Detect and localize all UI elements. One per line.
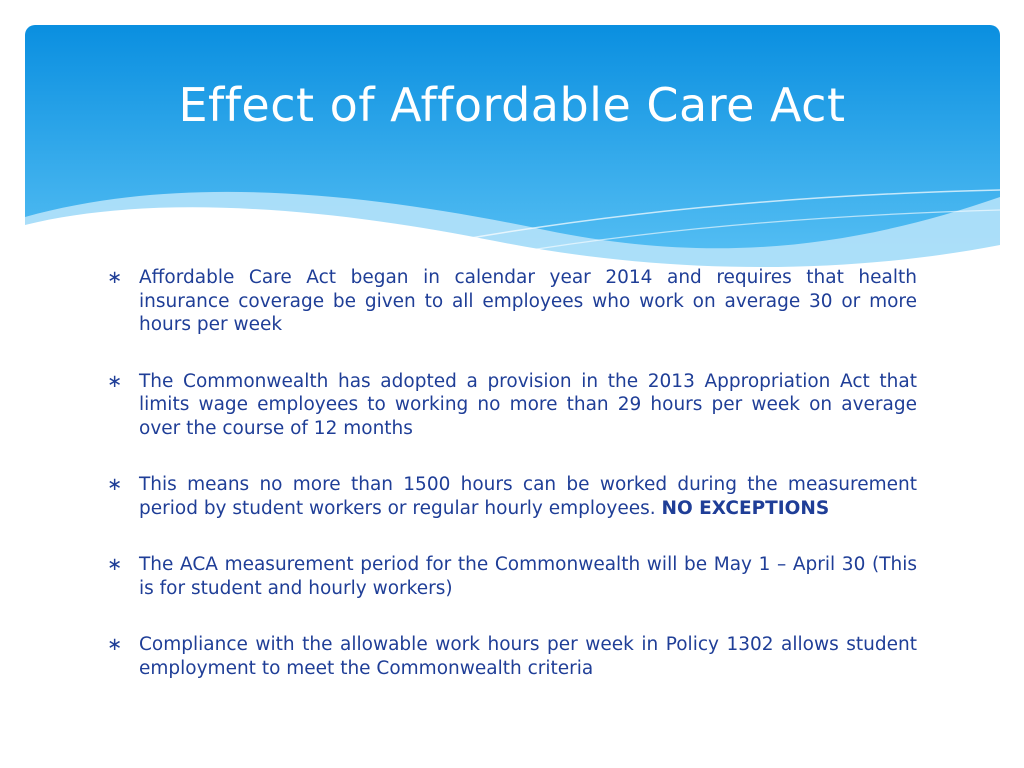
bullet-text: This means no more than 1500 hours can be worked during the measurement period by student workers or regular hourly employees.: [139, 474, 917, 519]
list-item: [107, 473, 917, 520]
bullet-text: The Commonwealth has adopted a provision in the 2013 Appropriation Act that limits wage employees to working no more than 29 hours per week on average over the course of 12 months: [139, 370, 917, 439]
bullet-text: The ACA measurement period for the Commonwealth will be May 1 – April 30 (This is for student and hourly workers): [139, 554, 917, 599]
asterisk-bullet-icon: ∗: [107, 370, 123, 392]
asterisk-bullet-icon: ∗: [107, 474, 123, 495]
list-item: [107, 553, 917, 600]
list-item: [107, 370, 917, 441]
bullet-list: [107, 266, 917, 713]
bullet-text: Affordable Care Act began in calendar year 2014 and requires that health insurance coverage be given to all employees who work on average 30 or more hours per week: [139, 267, 917, 335]
asterisk-bullet-icon: ∗: [107, 554, 123, 575]
list-item: [107, 266, 917, 337]
asterisk-bullet-icon: ∗: [107, 267, 123, 288]
asterisk-bullet-icon: ∗: [107, 634, 123, 655]
list-item: [107, 633, 917, 680]
emphasis-text: NO EXCEPTIONS: [661, 497, 830, 519]
wave-background: [25, 25, 1000, 280]
slide-title: Effect of Affordable Care Act: [178, 78, 846, 132]
bullet-text-with-emphasis: [139, 474, 917, 519]
header-banner: [25, 25, 1000, 280]
bullet-text: Compliance with the allowable work hours per week in Policy 1302 allows student employment to meet the Commonwealth criteria: [139, 634, 917, 679]
